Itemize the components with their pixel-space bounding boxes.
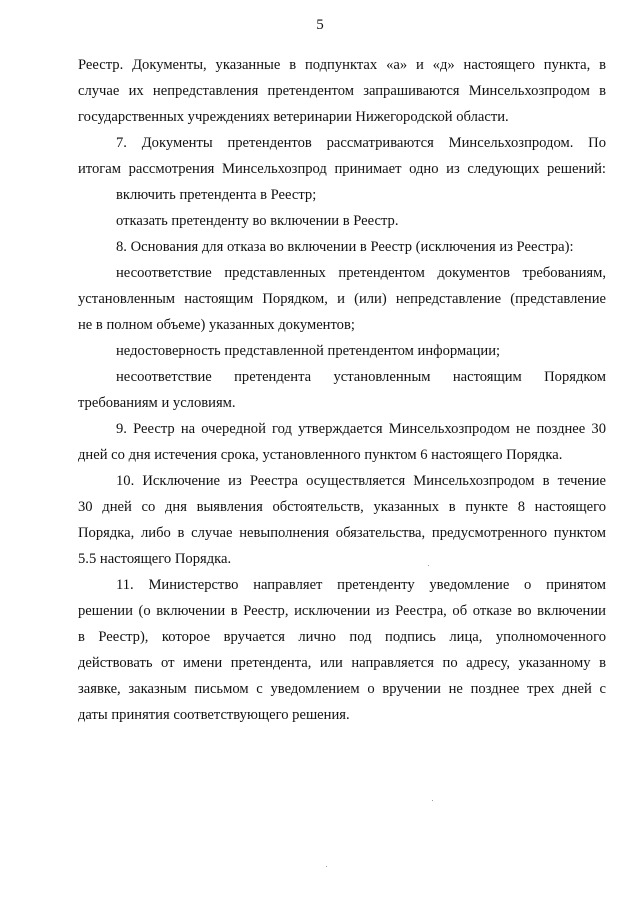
paragraph-7-first-line: 7. Документы претендентов рассматриваются Минсельхозпродом. По (116, 135, 606, 151)
text-line: действовать от имени претендента, или направляется по адресу, указанному в (78, 655, 606, 671)
text-line: 5.5 настоящего Порядка. (78, 551, 232, 567)
list-item: несоответствие представленных претендентом документов требованиям, (116, 265, 606, 281)
text-line: не в полном объеме) указанных документов; (78, 317, 355, 333)
text-line: требованиям и условиям. (78, 395, 236, 411)
text-line: дней со дня истечения срока, установленного пунктом 6 настоящего Порядка. (78, 447, 563, 463)
paragraph-11-first-line: 11. Министерство направляет претенденту уведомление о принятом (116, 577, 606, 593)
list-item: недостоверность представленной претендентом информации; (116, 343, 501, 359)
text-line: Реестр. Документы, указанные в подпунктах «а» и «д» настоящего пункта, в (78, 57, 606, 73)
text-line: в Реестр), которое вручается лично под подпись лица, уполномоченного (78, 629, 606, 645)
paragraph-10-first-line: 10. Исключение из Реестра осуществляется Минсельхозпродом в течение (116, 473, 606, 489)
text-line: заявке, заказным письмом с уведомлением о вручении не позднее трех дней с (78, 681, 606, 697)
list-item: несоответствие претендента установленным настоящим Порядком (116, 369, 606, 385)
text-line: даты принятия соответствующего решения. (78, 707, 350, 723)
text-line: государственных учреждениях ветеринарии Нижегородской области. (78, 109, 509, 125)
text-line: установленным настоящим Порядком, и (или) непредставление (представление (78, 291, 606, 307)
paragraph-9-first-line: 9. Реестр на очередной год утверждается Минсельхозпродом не позднее 30 (116, 421, 606, 437)
scan-speck (432, 800, 433, 801)
scan-speck (326, 866, 327, 867)
text-line: итогам рассмотрения Минсельхозпрод принимает одно из следующих решений: (78, 161, 606, 177)
list-item: отказать претенденту во включении в Реестр. (116, 213, 399, 229)
text-line: случае их непредставления претендентом запрашиваются Минсельхозпродом в (78, 83, 606, 99)
text-line: решении (о включении в Реестр, исключении из Реестра, об отказе во включении (78, 603, 606, 619)
scan-speck (428, 565, 429, 566)
paragraph-8-first-line: 8. Основания для отказа во включении в Реестр (исключения из Реестра): (116, 239, 574, 255)
text-line: Порядка, либо в случае невыполнения обязательства, предусмотренного пунктом (78, 525, 606, 541)
page-number: 5 (316, 17, 324, 33)
list-item: включить претендента в Реестр; (116, 187, 317, 203)
text-line: 30 дней со дня выявления обстоятельств, указанных в пункте 8 настоящего (78, 499, 606, 515)
